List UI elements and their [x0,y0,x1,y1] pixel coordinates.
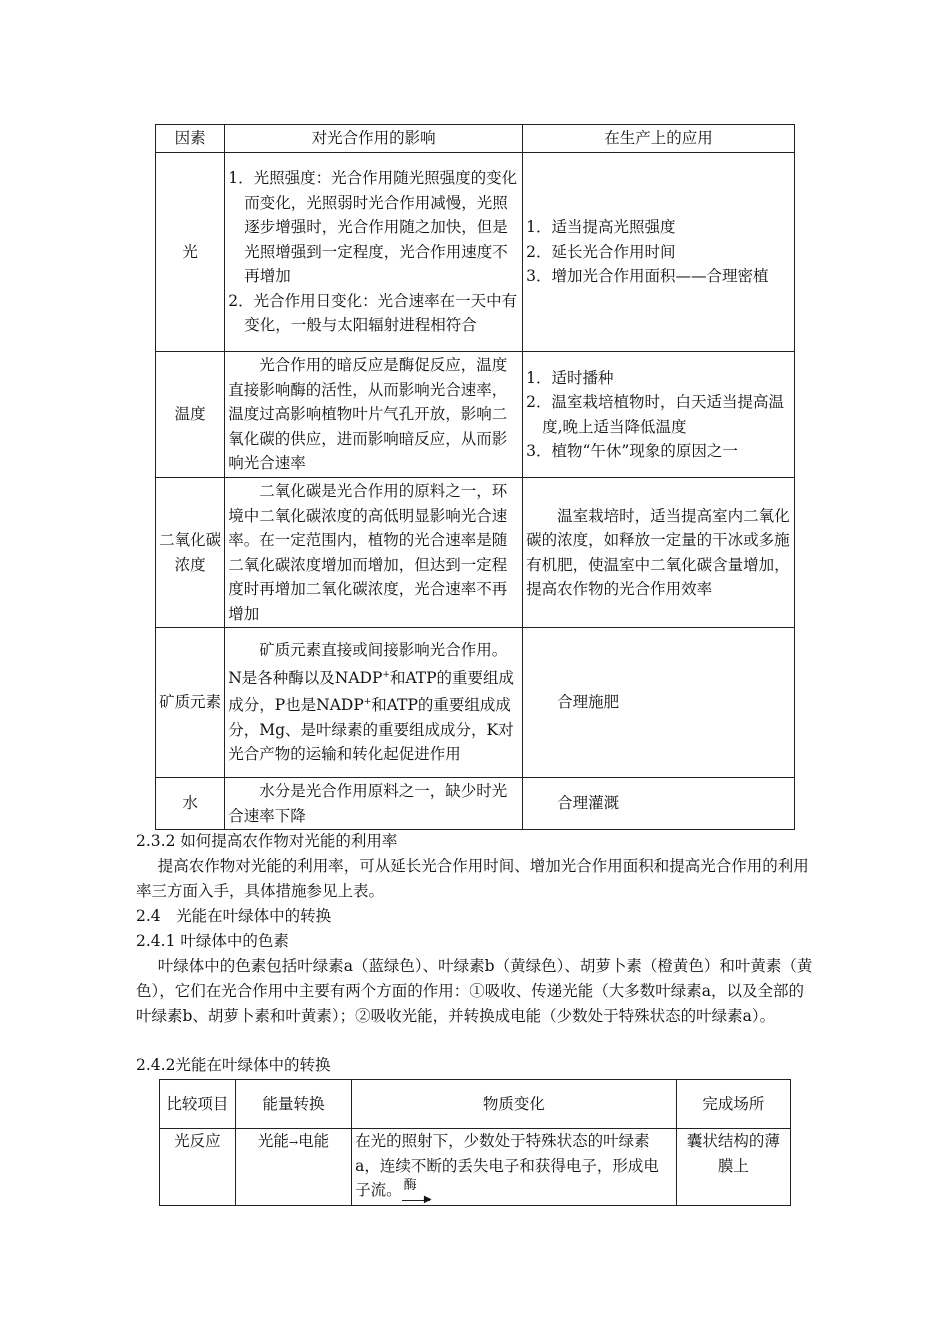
place-light-reaction: 囊状结构的薄膜上 [676,1129,790,1206]
header-item: 比较项目 [160,1080,236,1129]
effect-temperature: 光合作用的暗反应是酶促反应，温度直接影响酶的活性，从而影响光合速率，温度过高影响植物叶片气孔开放，影响二氧化碳的供应，进而影响暗反应，从而影响光合速率 [225,352,523,478]
table-row-temperature [156,352,795,478]
effect-light-2: 2．光合作用日变化：光合速率在一天中有变化，一般与太阳辐射进程相符合 [228,291,518,335]
energy-conversion [235,1129,351,1206]
heading-2-4-1: 2.4.1 叶绿体中的色素 [136,932,289,950]
material-change-text: 在光的照射下，少数处于特殊状态的叶绿素a，连续不断的丢失电子和获得电子，形成电子流。 [355,1132,659,1199]
effect-water: 水分是光合作用原料之一，缺少时光合速率下降 [225,778,523,830]
app-light-2: 2．延长光合作用时间 [526,242,676,261]
app-light-1: 1．适当提高光照强度 [526,218,676,237]
heading-2-4-2: 2.4.2光能在叶绿体中的转换 [136,1056,331,1074]
heading-2-4: 2.4 光能在叶绿体中的转换 [136,907,332,925]
effect-mineral-c: 和ATP的重要组成成分，Mg、是叶绿素的重要组成成分，K对光合产物的运输和转化起促进作用 [228,696,514,764]
factor-temperature: 温度 [156,352,225,478]
effect-light-1: 1．光照强度：光合作用随光照强度的变化而变化，光照弱时光合作用减慢，光照逐步增强时，光合作用随之加快，但是光照增强到一定程度，光合作用速度不再增加 [228,169,518,286]
header-place: 完成场所 [676,1080,790,1129]
effect-mineral-b: 和ATP的重要组成成分，P也是NADP [228,668,515,715]
table-header-row [160,1080,791,1129]
application-co2: 温室栽培时，适当提高室内二氧化碳的浓度，如释放一定量的干冰或多施有机肥，使温室中二氧化碳含量增加，提高农作物的光合作用效率 [523,478,795,628]
item-light-reaction: 光反应 [160,1129,236,1206]
heading-2-3-2: 2.3.2 如何提高农作物对光能的利用率 [136,832,398,850]
paragraph-2-3-2: 提高农作物对光能的利用率，可从延长光合作用时间、增加光合作用面积和提高光合作用的利用率三方面入手，具体措施参见上表。 [136,857,809,900]
header-application: 在生产上的应用 [523,125,795,153]
app-temperature-3: 3．植物“午休”现象的原因之一 [526,442,738,460]
header-energy: 能量转换 [235,1080,351,1129]
table-row-co2 [156,478,795,628]
factor-co2: 二氧化碳浓度 [156,478,225,628]
table-row-mineral [156,628,795,778]
energy-table [159,1079,791,1206]
superscript-plus: + [382,669,390,680]
app-light-3: 3．增加光合作用面积——合理密植 [526,267,769,286]
app-temperature-1: 1．适时播种 [526,368,614,387]
superscript-plus: + [363,697,372,708]
energy-from: 光能 [257,1132,289,1150]
header-factor: 因素 [156,125,225,153]
effect-light [225,153,523,352]
factor-light: 光 [156,153,225,352]
energy-to: 电能 [298,1132,330,1150]
enzyme-arrow-icon: 酶 ▶ [403,1177,432,1205]
table-row-water [156,778,795,830]
application-water: 合理灌溉 [523,778,795,830]
table-row-light-reaction [160,1129,791,1206]
application-light [523,153,795,352]
paragraph-2-4-1: 叶绿体中的色素包括叶绿素a（蓝绿色）、叶绿素b（黄绿色）、胡萝卜素（橙黄色）和叶黄素（黄色），它们在光合作用中主要有两个方面的作用：①吸收、传递光能（大多数叶绿素a，以及全部的叶绿素b、胡萝卜素和叶黄素）；②吸收光能，并转换成电能（少数处于特殊状态的叶绿素a）。 [136,957,813,1025]
effect-mineral-a: 矿质元素直接或间接影响光合作用。N是各种酶以及NADP [228,641,508,687]
effect-co2: 二氧化碳是光合作用的原料之一，环境中二氧化碳浓度的高低明显影响光合速率。在一定范围内，植物的光合速率是随二氧化碳浓度增加而增加，但达到一定程度时再增加二氧化碳浓度，光合速率不再增加 [225,478,523,628]
enzyme-label: 酶 [403,1177,417,1193]
application-temperature [523,352,795,478]
factor-table [155,124,795,830]
material-change [352,1129,677,1206]
header-change: 物质变化 [352,1080,677,1129]
effect-mineral [225,628,523,778]
table-row-light [156,153,795,352]
arrow-icon: → [288,1136,299,1149]
table-header-row [156,125,795,153]
header-effect: 对光合作用的影响 [225,125,523,153]
application-mineral: 合理施肥 [523,628,795,778]
factor-mineral: 矿质元素 [156,628,225,778]
factor-water: 水 [156,778,225,830]
app-temperature-2: 2．温室栽培植物时，白天适当提高温度,晚上适当降低温度 [526,393,784,436]
